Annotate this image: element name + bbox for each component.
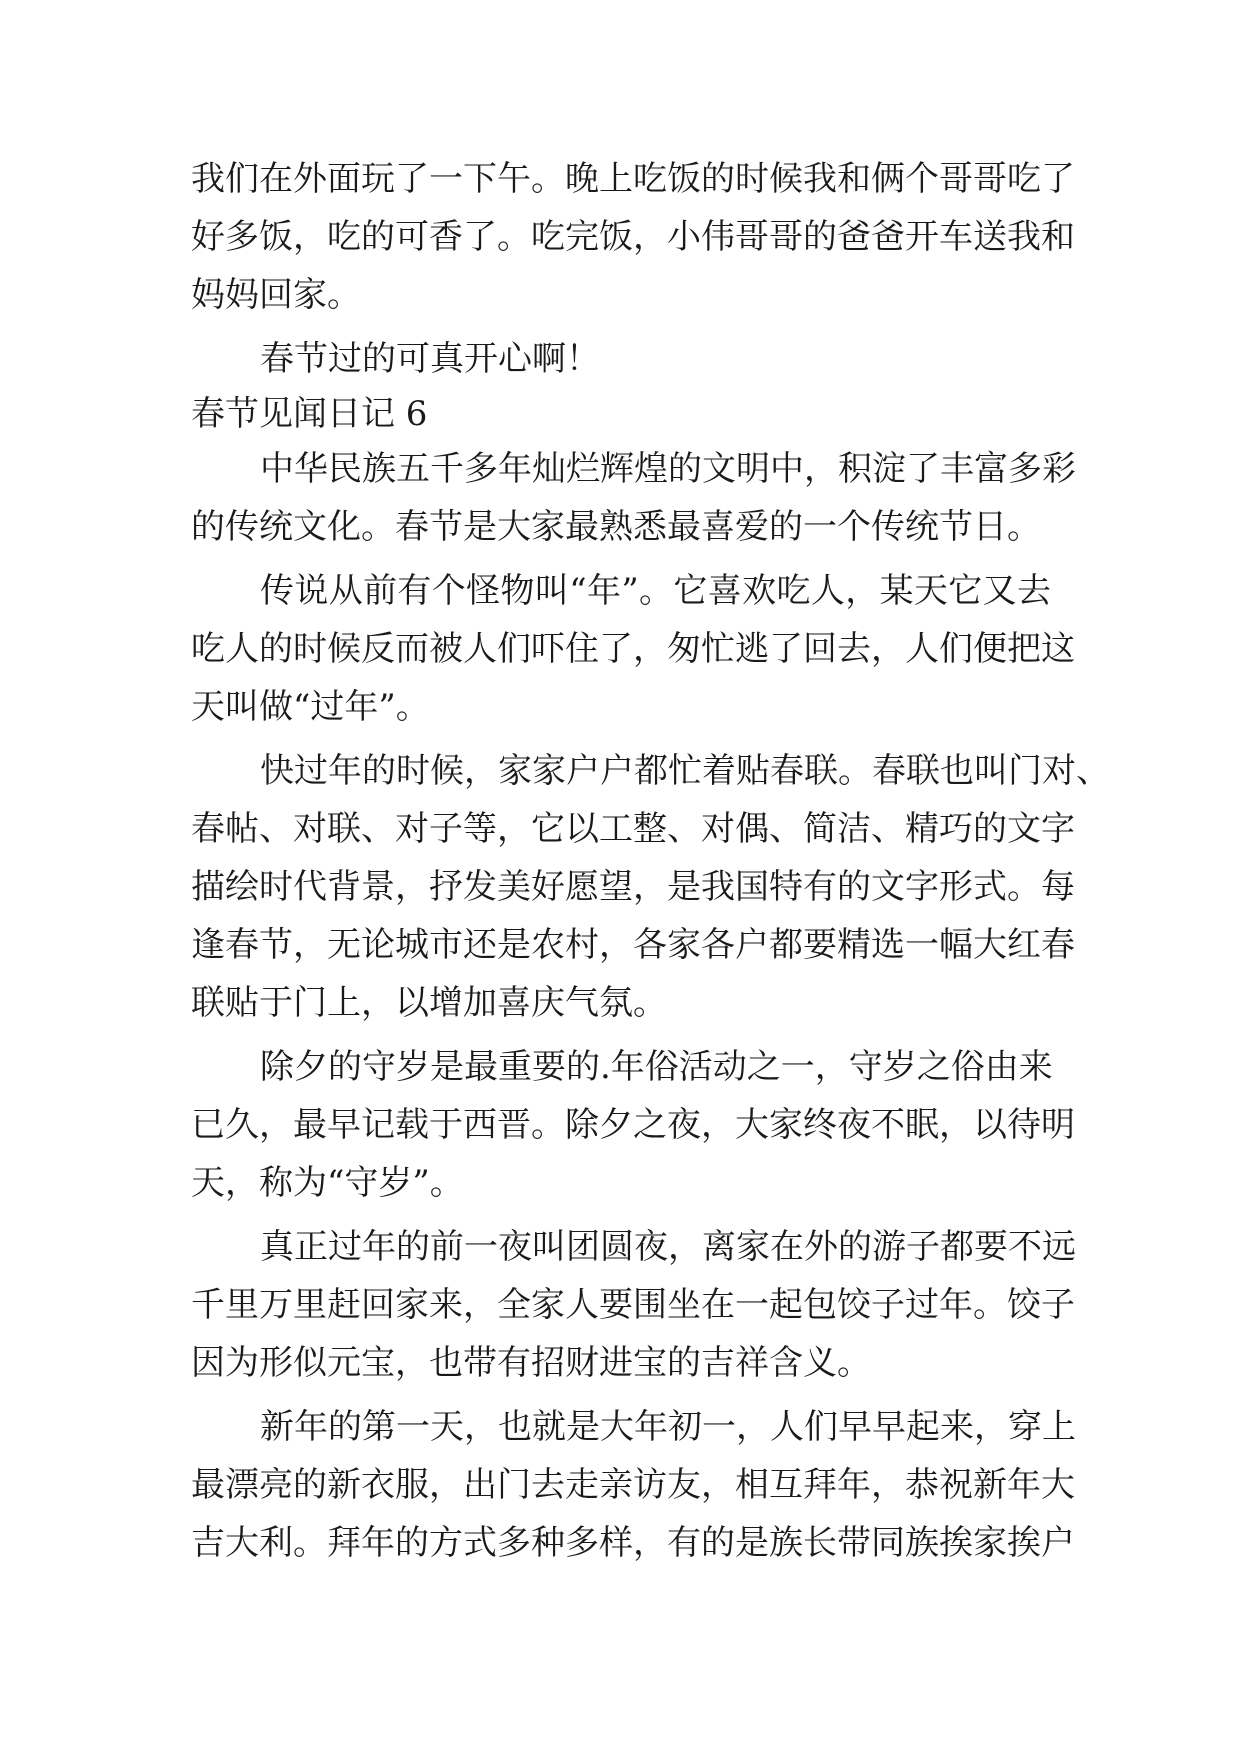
text-line: 的传统文化。春节是大家最熟悉最喜爱的一个传统节日。 (191, 507, 1041, 547)
text-line: 春节过的可真开心啊！ (260, 339, 600, 379)
text-line: 联贴于门上，以增加喜庆气氛。 (191, 983, 667, 1023)
text-line: 描绘时代背景，抒发美好愿望，是我国特有的文字形式。每 (191, 867, 1075, 907)
text-line: 因为形似元宝，也带有招财进宝的吉祥含义。 (191, 1343, 871, 1383)
text-line: 我们在外面玩了一下午。晚上吃饭的时候我和俩个哥哥吃了 (191, 159, 1075, 199)
text-line: 真正过年的前一夜叫团圆夜，离家在外的游子都要不远 (260, 1227, 1076, 1267)
text-line: 传说从前有个怪物叫“年”。它喜欢吃人，某天它又去 (260, 571, 1051, 611)
text-line: 逢春节，无论城市还是农村，各家各户都要精选一幅大红春 (191, 925, 1075, 965)
text-line: 妈妈回家。 (191, 275, 361, 315)
text-line: 春帖、对联、对子等，它以工整、对偶、简洁、精巧的文字 (191, 809, 1075, 849)
text-line: 已久，最早记载于西晋。除夕之夜，大家终夜不眠，以待明 (191, 1105, 1075, 1145)
paragraph (191, 440, 1076, 556)
paragraph (191, 742, 1110, 1032)
text-line: 天，称为“守岁”。 (191, 1163, 464, 1203)
paragraph (191, 1398, 1076, 1572)
paragraph (191, 1218, 1076, 1392)
text-line: 千里万里赶回家来，全家人要围坐在一起包饺子过年。饺子 (191, 1285, 1075, 1325)
text-line: 天叫做“过年”。 (191, 687, 430, 727)
text-line: 新年的第一天，也就是大年初一，人们早早起来，穿上 (260, 1407, 1076, 1447)
text-line: 最漂亮的新衣服，出门去走亲访友，相互拜年，恭祝新年大 (191, 1465, 1075, 1505)
text-line: 好多饭，吃的可香了。吃完饭，小伟哥哥的爸爸开车送我和 (191, 217, 1075, 257)
paragraph (191, 562, 1075, 736)
text-line: 快过年的时候，家家户户都忙着贴春联。春联也叫门对、 (260, 751, 1110, 791)
text-line: 吃人的时候反而被人们吓住了，匆忙逃了回去，人们便把这 (191, 629, 1075, 669)
section-heading: 春节见闻日记 6 (191, 394, 428, 434)
text-line: 吉大利。拜年的方式多种多样，有的是族长带同族挨家挨户 (191, 1523, 1075, 1563)
text-line: 除夕的守岁是最重要的.年俗活动之一，守岁之俗由来 (260, 1047, 1053, 1087)
document-body (191, 150, 1110, 1572)
paragraph (191, 1038, 1075, 1212)
paragraph (191, 330, 1051, 388)
paragraph (191, 150, 1075, 324)
text-line: 中华民族五千多年灿烂辉煌的文明中，积淀了丰富多彩 (260, 449, 1076, 489)
